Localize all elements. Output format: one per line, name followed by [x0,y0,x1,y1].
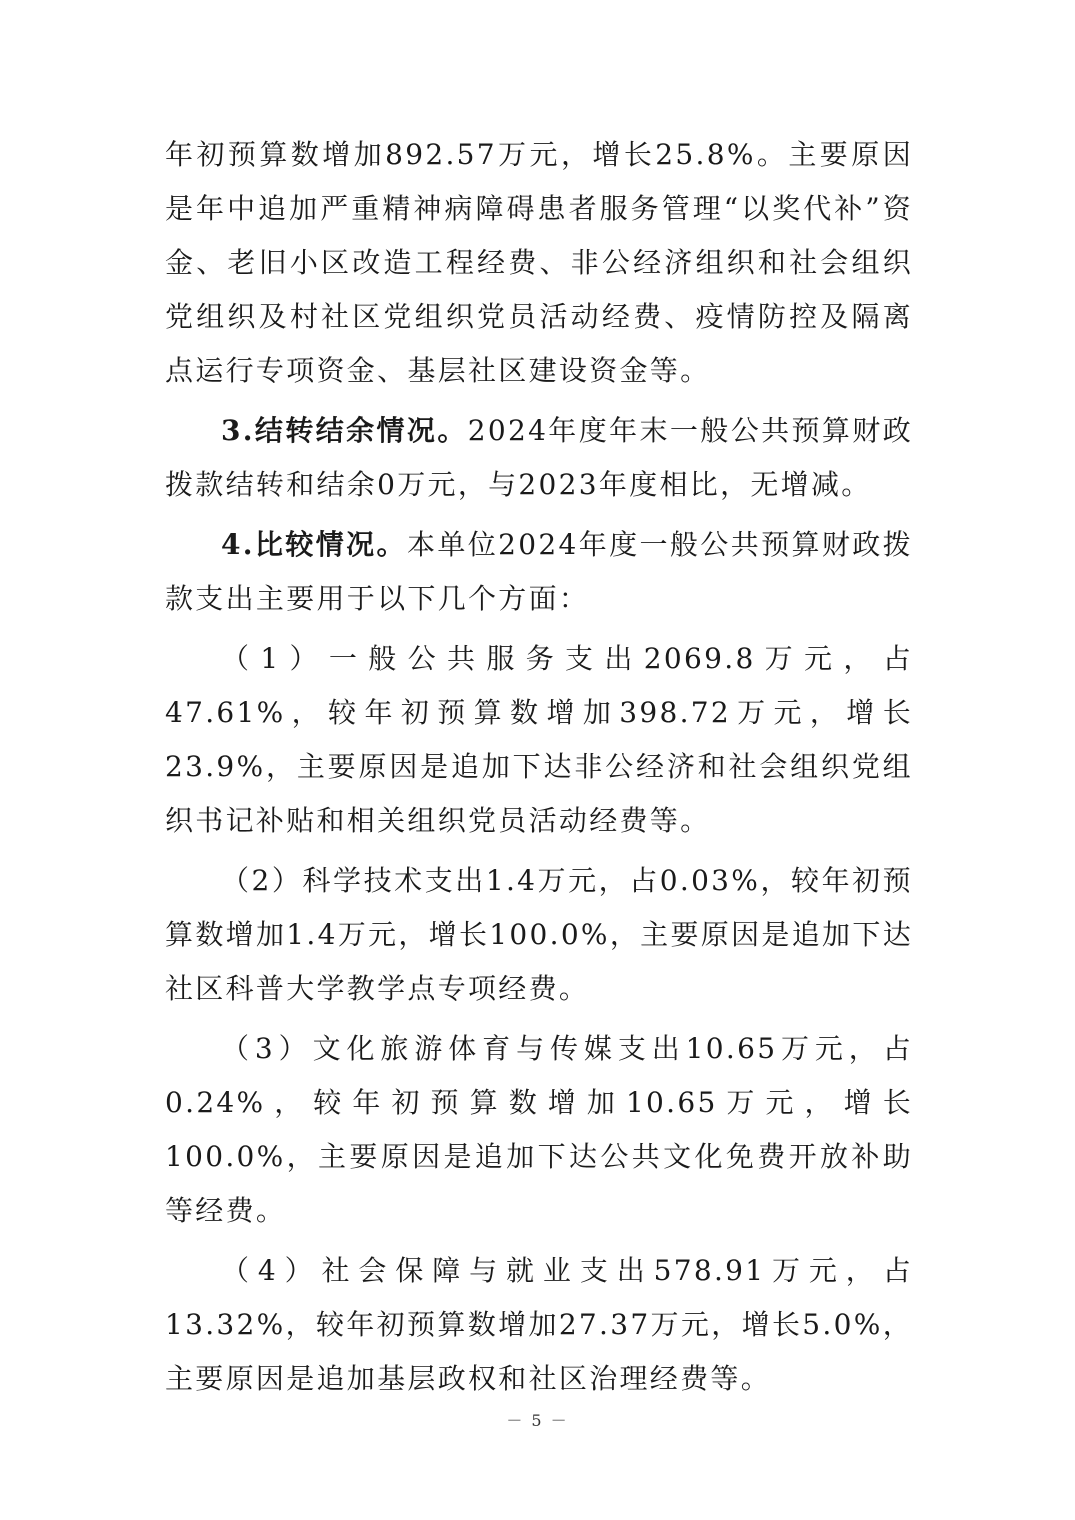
paragraph-text: （4）社会保障与就业支出578.91万元，占13.32%，较年初预算数增加27.37万元，增长5.0%，主要原因是追加基层政权和社区治理经费等。 [165,1254,913,1395]
paragraph-heading: 3.结转结余情况。 [221,414,468,447]
paragraph-text: （3）文化旅游体育与传媒支出10.65万元，占0.24%，较年初预算数增加10.65万元，增长100.0%，主要原因是追加下达公共文化免费开放补助等经费。 [165,1032,913,1227]
paragraph-text: 2024年度年末一般公共预算财政拨款结转和结余0万元，与2023年度相比，无增减。 [165,414,913,501]
paragraph-item-1 [165,632,913,848]
paragraph-continuation [165,128,913,398]
paragraph-item-2 [165,854,913,1016]
paragraph-item-4 [165,1244,913,1406]
paragraph-carryover-balance [165,404,913,512]
paragraph-comparison [165,518,913,626]
paragraph-text: 本单位2024年度一般公共预算财政拨款支出主要用于以下几个方面： [165,528,913,615]
document-body [165,128,913,1412]
paragraph-item-3 [165,1022,913,1238]
paragraph-text: （1）一般公共服务支出2069.8万元，占47.61%，较年初预算数增加398.72万元，增长23.9%，主要原因是追加下达非公经济和社会组织党组织书记补贴和相关组织党员活动经费等。 [165,642,913,837]
paragraph-text: （2）科学技术支出1.4万元，占0.03%，较年初预算数增加1.4万元，增长100.0%，主要原因是追加下达社区科普大学教学点专项经费。 [165,864,913,1005]
paragraph-heading: 4.比较情况。 [221,528,407,561]
page-number: － 5 － [506,1411,569,1430]
paragraph-text: 年初预算数增加892.57万元，增长25.8%。主要原因是年中追加严重精神病障碍患者服务管理“以奖代补”资金、老旧小区改造工程经费、非公经济组织和社会组织党组织及村社区党组织党员活动经费、疫情防控及隔离点运行专项资金、基层社区建设资金等。 [165,138,913,387]
